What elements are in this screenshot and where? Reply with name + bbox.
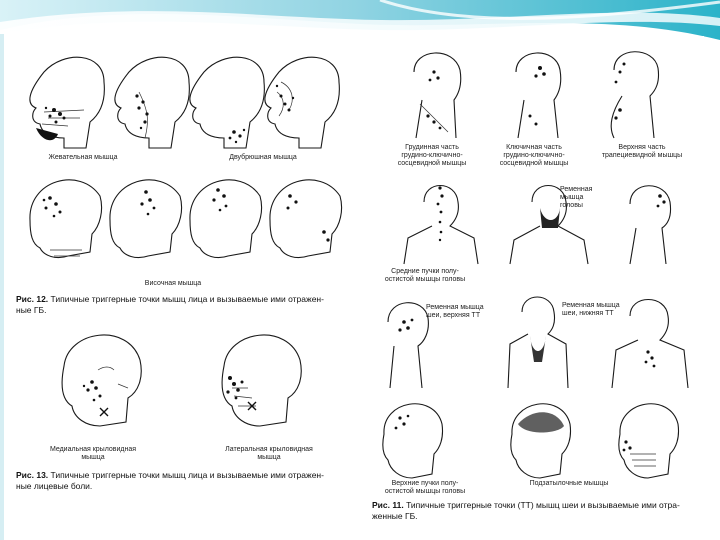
fig12-caption-text: Типичные триггерные точки мышц лица и вызываемые ими отражен-ные ГБ. [16,294,324,315]
fig12-label-temporal: Височная мышца [144,280,202,287]
fig11-caption-text: Типичные триггерные точки (ТТ) мышц шеи и вызываемые ими отра-женные ГБ. [372,500,680,521]
fig13-label-lateral-pterygoid: Латеральная крыловидная мышца [225,446,313,461]
fig13-caption [16,470,336,492]
fig13-caption-text: Типичные триггерные точки мышц лица и вызываемые ими отражен-ные лицевые боли. [16,470,324,491]
right-figure-panel [364,36,704,536]
fig12-caption [16,294,336,316]
fig13-caption-number: Рис. 13. [16,470,49,480]
fig11-label-scm-sternal: Грудинная часть грудино-ключично- сосцевидной мышцы [397,144,467,167]
fig11-row2-splenius-semispinalis [384,178,684,266]
fig11-caption-number: Рис. 11. [372,500,404,510]
fig12-label-digastric: Двубрюшная мышца [229,154,297,161]
fig13-pterygoid-heads [38,326,328,436]
fig11-row1-scm-trapezius [384,42,684,142]
fig11-label-splenius-cervicis-lower: Ременная мышца шеи, нижняя ТТ [562,302,620,317]
fig11-row3-splenius-cervicis [374,292,694,392]
fig13-label-medial-pterygoid: Медиальная крыловидная мышца [49,446,137,461]
fig12-caption-number: Рис. 12. [16,294,49,304]
fig11-label-splenius-capitis: Ременная мышца головы [560,186,593,209]
fig12-label-masseter: Жевательная мышца [48,154,118,161]
fig11-label-scm-clavicular: Ключичная часть грудино-ключично- сосцевидной мышцы [499,144,569,167]
fig11-label-suboccipital: Подзатылочные мышцы [529,480,609,487]
fig12-row1-heads [14,46,344,156]
fig11-label-semispinalis-upper: Верхние пучки полу- остистой мышцы головы [384,480,466,495]
fig12-row2-temporal-heads [14,168,344,278]
fig11-label-splenius-cervicis-upper: Ременная мышца шеи, верхняя ТТ [426,304,484,319]
fig11-caption [372,500,697,522]
fig11-label-semispinalis-middle: Средние пучки полу- остистой мышцы головы [384,268,466,283]
left-figure-panel [8,36,348,536]
fig11-label-trapezius-upper: Верхняя часть трапециевидной мышцы [601,144,683,159]
fig11-row4-suboccipital [374,394,694,482]
